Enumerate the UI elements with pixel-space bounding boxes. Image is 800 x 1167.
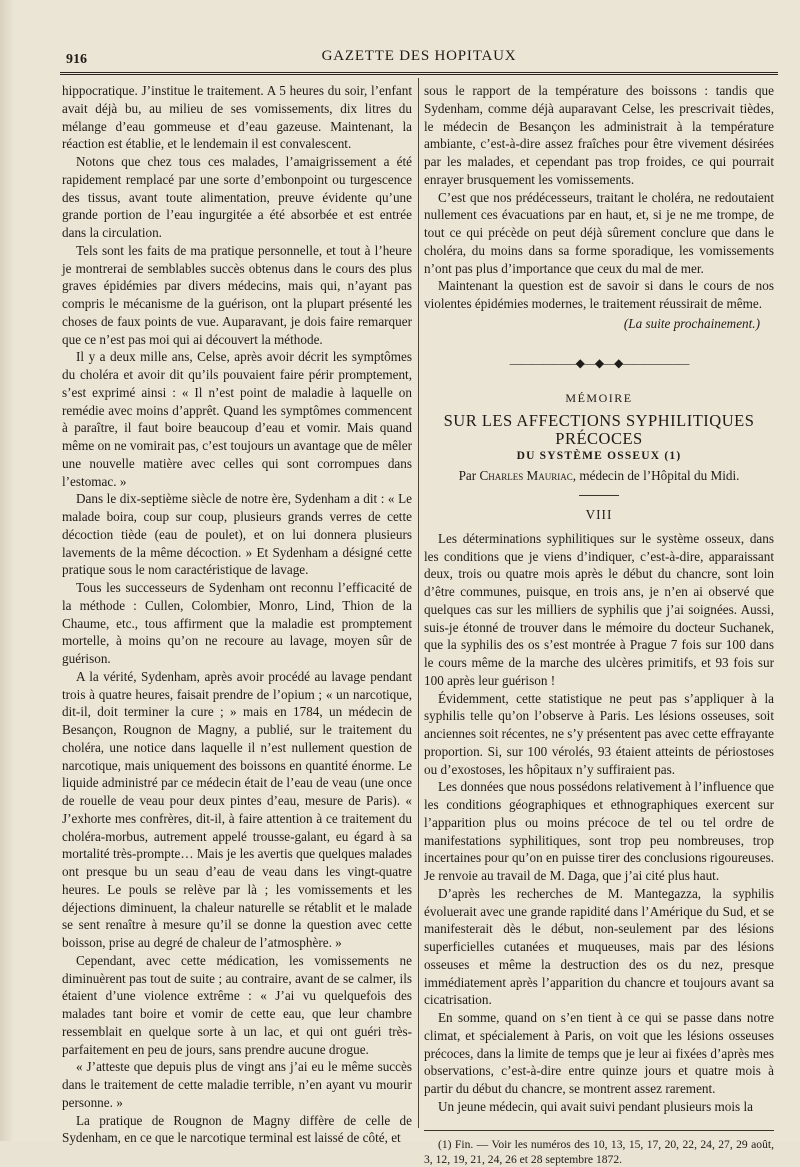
paragraph: D’après les recherches de M. Mantegazza, la syphilis évoluerait avec une grande rapidité dans l’Amérique du Sud, et se manifesterait dès le début, non-seulement par des lésions superficielles cutanées et muqueuses, mais par des lésions osseuses et même la destruction des os du nez, presque immédiatement après l’apparition du chancre et toujours avant sa cicatrisation. (424, 885, 774, 1008)
paragraph: Tous les successeurs de Sydenham ont reconnu l’efficacité de la méthode : Cullen, Colombier, Monro, Lind, Thion de la Chaume, etc., tous affirment que la maladie est promptement mortelle, à moins qu’on ne recoure au lavage, moyen sûr de guérison. (62, 580, 412, 666)
paragraph: sous le rapport de la température des boissons : tandis que Sydenham, comme déjà auparavant Celse, les prescrivait tièdes, le médecin de Besançon les administrait à la température ambiante, c’est-à-dire assez fraîches pour être vivement désirées par les malades, et cependant pas trop froides, ce qui pourrait enrayer brusquement les vomissements. (424, 83, 774, 187)
memoir-kicker: MÉMOIRE (565, 391, 633, 406)
footnote-rule (424, 1130, 774, 1131)
paragraph: Notons que chez tous ces malades, l’amaigrissement a été rapidement remplacé par une sorte d’embonpoint ou turgescence des tissus, avant toute alimentation, preuve évidente qu’une grande portion de l’eau ingurgitée a été absorbée et est entrée dans la circulation. (62, 154, 412, 240)
paragraph: Dans le dix-septième siècle de notre ère, Sydenham a dit : « Le malade boira, coup sur coup, plusieurs grands verres de cette décoction tiède (eau de poulet), et on lui donnera plusieurs lavements de la même décoction. » Et Sydenham a désigné cette pratique sous le nom caractéristique de lavage. (62, 491, 412, 578)
short-rule (579, 495, 619, 496)
page-header (60, 46, 778, 72)
header-rule (60, 72, 778, 75)
section-ornament: ——————◆—◆—◆—————— (509, 355, 689, 370)
section-number: VIII (585, 507, 613, 522)
right-column (424, 82, 774, 1167)
author-prefix: Par (458, 468, 480, 484)
paragraph: Tels sont les faits de ma pratique personnelle, et tout à l’heure je montrerai de semblables succès obtenus dans le cours des plus graves épidémies par divers médecins, mais qui, n’ayant pas compris le mécanisme de la guérison, ont la plupart présenté les choses de faux points de vue. Auparavant, je dois faire remarquer que ce n’est pas moi qui ai découvert la méthode. (62, 242, 412, 347)
paragraph: Maintenant la question est de savoir si dans le cours de nos violentes épidémies modernes, le traitement réussirait de même. (424, 278, 774, 311)
journal-title: GAZETTE DES HOPITAUX (321, 48, 517, 64)
column-separator (418, 78, 419, 1128)
page-gutter (0, 0, 14, 1141)
paragraph: Cependant, avec cette médication, les vomissements ne diminuèrent pas tout de suite ; au contraire, avant de se calmer, ils étaient d’une violence extrême : « J’ai vu quelquefois des malades tant boire et vomir de cette eau, que leur chambre ressemblait en quelque sorte à un lac, et qui ont guéri très-parfaitement en peu de jours, sans prendre aucune drogue. (62, 952, 412, 1057)
page-number: 916 (66, 52, 87, 67)
paragraph: En somme, quand on s’en tient à ce qui se passe dans notre climat, et spécialement à Paris, on voit que les lésions osseuses précoces, dans la limite de temps que je leur ai fixées d’après mes observations, c’est-à-dire entre quinze jours et quatre mois à partir du début du chancre, se montrent assez rarement. (424, 1010, 774, 1096)
paragraph: Évidemment, cette statistique ne peut pas s’appliquer à la syphilis telle qu’on l’observe à Paris. Les lésions osseuses, soit anciennes soit récentes, ne s’y présentent pas avec cette effrayante proportion. Si, sur 100 vérolés, 93 étaient atteints de périostoses ou d’exostoses, les hôpitaux n’y suffiraient pas. (424, 690, 774, 777)
paragraph: Il y a deux mille ans, Celse, après avoir décrit les symptômes du choléra et avoir dit qu’ils pouvaient faire périr promptement, s’est exprimé ainsi : « Il n’est point de maladie à laquelle on remédie avec moins d’apprêt. Quand les symptômes commencent à paraître, il faut boire beaucoup d’eau et vomir. Mais quand même on ne vomirait pas, c’est toujours un avantage que de mêler une nouvelle matière avec celles qui sont corrompues dans l’estomac. » (62, 349, 412, 489)
paragraph: A la vérité, Sydenham, après avoir procédé au lavage pendant trois à quatre heures, faisait prendre de l’opium ; « un narcotique, dit-il, doit terminer la cure ; » mais en 1784, un médecin de Besançon, Rougnon de Magny, a publié, sur le traitement du choléra, une notice dans laquelle il n’est nullement question de narcotique, mais uniquement des boissons en quantité énorme. Le liquide administré par ce médecin était de l’eau de veau (une once de rouelle de veau pour deux pintes d’eau, mesure de Paris). « J’exhorte mes confrères, dit-il, à faire attention à ce traitement du choléra-morbus, autrement appelé trousse-galant, eu égard à sa mortalité très-prompte… Mais je les avertis que quelques malades ont presque bu un seau d’eau de veau dans les vingt-quatre heures. Le pouls se relève par là ; les vomissements et les déjections diminuent, la chaleur naturelle se rétablit et le malade se sent renaître à mesure qu’il se donne la question avec cette boisson, prise au degré de chaleur de l’atmosphère. » (62, 668, 412, 950)
footnote: (1) Fin. — Voir les numéros des 10, 13, 15, 17, 20, 22, 24, 27, 29 août, 3, 12, 19, 21, 24, 26 et 28 septembre 1872. (424, 1137, 774, 1166)
left-column (62, 82, 412, 1147)
memoir-subtitle: DU SYSTÈME OSSEUX (1) (516, 449, 682, 462)
paragraph: La pratique de Rougnon de Magny diffère de celle de Sydenham, en ce que le narcotique terminal est laissé de côté, et (62, 1112, 412, 1146)
paragraph: C’est que nos prédécesseurs, traitant le choléra, ne redoutaient nullement ces évacuations par en haut, et, si je ne me trompe, de tout ce qui précède on peut déjà sûrement conclure que dans le choléra, du moins dans sa forme sporadique, les vomissements n’ont pas plus d’importance que ceux du mal de mer. (424, 189, 774, 276)
paragraph: Les déterminations syphilitiques sur le système osseux, dans les conditions que je viens d’indiquer, c’est-à-dire, apparaissant deux, trois ou quatre mois après le début du chancre, sont loin d’être communes, puisque, en trois ans, je n’en ai observé que quelques cas sur les milliers de syphilis que j’ai soignées. Aussi, suis-je étonné de trouver dans le mémoire du docteur Suchanek, que la syphilis des os s’est montrée à Prague 7 fois sur 100 dans le cours même de la marche des ulcères primitifs, et 93 fois sur 100 après leur guérison ! (424, 530, 774, 688)
author-suffix: , médecin de l’Hôpital du Midi. (572, 468, 740, 484)
memoir-title: SUR LES AFFECTIONS SYPHILITIQUES PRÉCOCES (443, 411, 755, 448)
paragraph: « J’atteste que depuis plus de vingt ans j’ai eu le même succès dans le traitement de cette maladie terrible, n’en ayant vu mourir personne. » (62, 1059, 412, 1110)
paragraph: hippocratique. J’institue le traitement. A 5 heures du soir, l’enfant avait déjà bu, au milieu de ses vomissements, dix litres du mélange d’eau gommeuse et d’eau gazeuse. Maintenant, la réaction est établie, et le lendemain il est convalescent. (62, 83, 412, 152)
paragraph: Un jeune médecin, qui avait suivi pendant plusieurs mois la (438, 1098, 753, 1114)
author-name: Charles Mauriac (479, 468, 573, 484)
memoir-author-line (424, 467, 774, 485)
continuation-note: (La suite prochainement.) (623, 315, 760, 331)
paragraph: Les données que nous possédons relativement à l’influence que les conditions géographiques et ethnographiques exercent sur l’apparition plus ou moins précoce de tel ou tel ordre de manifestations syphilitiques, sont trop peu nombreuses, trop incertaines pour qu’on en puisse tirer des conclusions rigoureuses. Je renvoie au travail de M. Daga, que j’ai cité plus haut. (424, 779, 774, 883)
